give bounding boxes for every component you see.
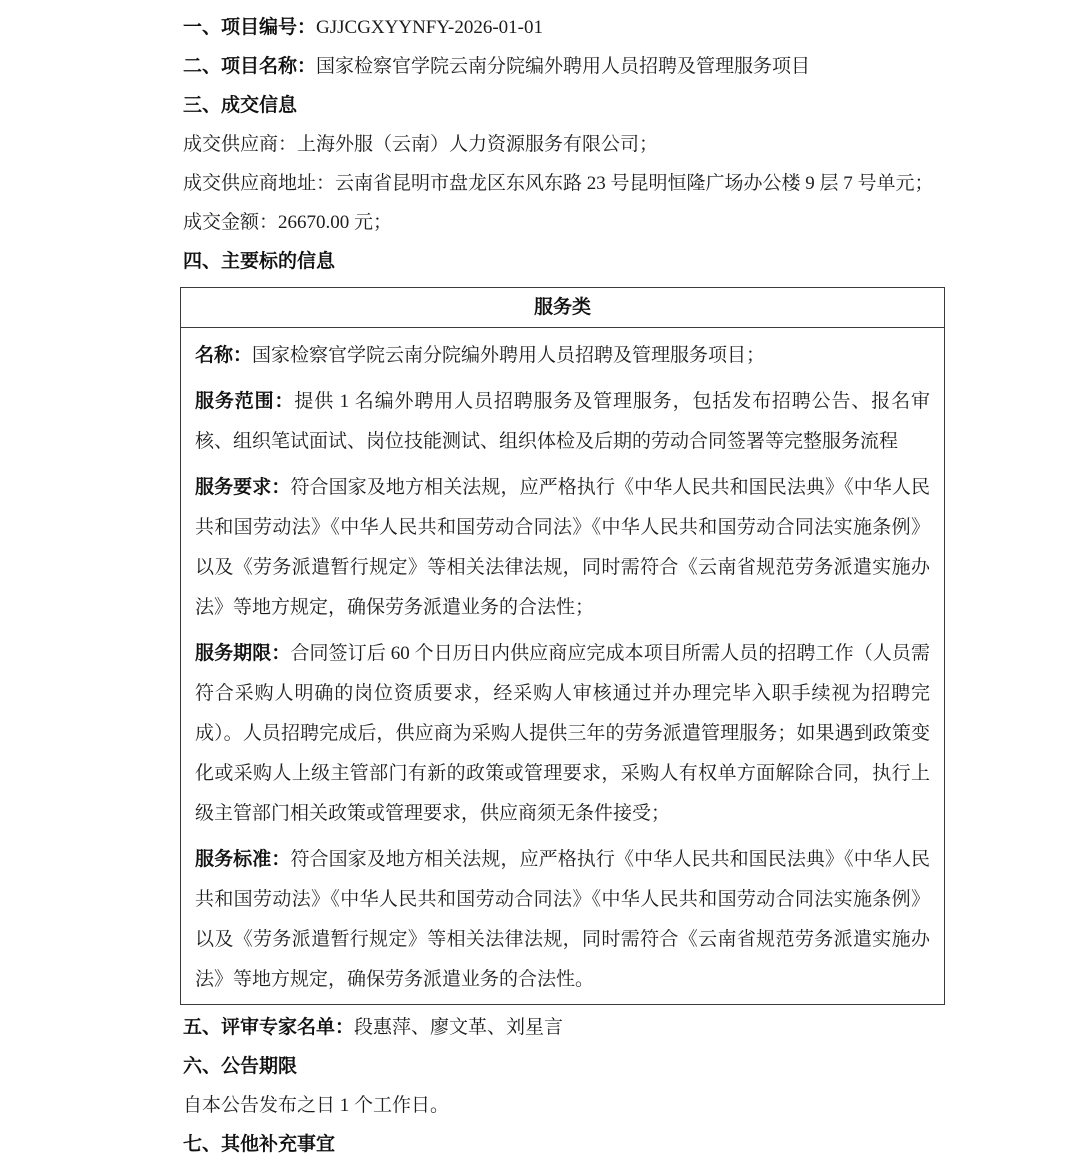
award-supplier-line: 成交供应商：上海外服（云南）人力资源服务有限公司；: [183, 134, 659, 155]
award-supplier-address-line: 成交供应商地址：云南省昆明市盘龙区东风东路 23 号昆明恒隆广场办公楼 9 层 7 号单元；: [183, 173, 934, 194]
announcement-content: [180, 14, 946, 1170]
project-name-value: 国家检察官学院云南分院编外聘用人员招聘及管理服务项目: [316, 56, 811, 77]
project-name-line: [180, 53, 946, 81]
service-scope-label: 服务范围：: [195, 391, 295, 412]
expert-list-line: [180, 1014, 946, 1042]
project-number-label: 一、项目编号：: [183, 17, 317, 38]
service-scope-text: 提供 1 名编外聘用人员招聘服务及管理服务，包括发布招聘公告、报名审核、组织笔试面试、岗位技能测试、组织体检及后期的劳动合同签署等完整服务流程: [195, 391, 930, 452]
service-period-para: [195, 634, 930, 834]
award-info-heading: 三、成交信息: [183, 95, 298, 116]
service-requirements-para: [195, 468, 930, 628]
expert-list-value: 段惠萍、廖文革、刘星言: [354, 1017, 564, 1038]
service-table-body: [181, 328, 944, 1004]
service-table-header: 服务类: [181, 288, 944, 328]
service-name-label: 名称：: [195, 345, 253, 366]
service-name-para: [195, 336, 930, 376]
award-amount-line: 成交金额：26670.00 元；: [183, 212, 393, 233]
main-subject-heading: 四、主要标的信息: [183, 251, 336, 272]
service-period-label: 服务期限：: [195, 643, 291, 664]
announcement-period-heading: 六、公告期限: [183, 1056, 298, 1077]
service-requirements-label: 服务要求：: [195, 477, 291, 498]
announcement-period-value: 自本公告发布之日 1 个工作日。: [183, 1095, 450, 1116]
project-name-label: 二、项目名称：: [183, 56, 317, 77]
project-number-line: [180, 14, 946, 42]
project-number-value: GJJCGXYYNFY-2026-01-01: [316, 17, 543, 38]
other-matters-heading: 七、其他补充事宜: [183, 1134, 336, 1155]
service-standard-para: [195, 840, 930, 1000]
service-standard-text: 符合国家及地方相关法规，应严格执行《中华人民共和国民法典》《中华人民共和国劳动法》《中华人民共和国劳动合同法》《中华人民共和国劳动合同法实施条例》以及《劳务派遣暂行规定》等相关法律法规，同时需符合《云南省规范劳务派遣实施办法》等地方规定，确保劳务派遣业务的合法性。: [195, 849, 930, 990]
service-name-text: 国家检察官学院云南分院编外聘用人员招聘及管理服务项目；: [252, 345, 766, 366]
service-period-text: 合同签订后 60 个日历日内供应商应完成本项目所需人员的招聘工作（人员需符合采购人明确的岗位资质要求，经采购人审核通过并办理完毕入职手续视为招聘完成）。人员招聘完成后，供应商为采购人提供三年的劳务派遣管理服务；如果遇到政策变化或采购人上级主管部门有新的政策或管理要求，采购人有权单方面解除合同，执行上级主管部门相关政策或管理要求，供应商须无条件接受；: [195, 643, 930, 824]
expert-list-label: 五、评审专家名单：: [183, 1017, 355, 1038]
service-table: [180, 287, 945, 1005]
service-scope-para: [195, 382, 930, 462]
service-standard-label: 服务标准：: [195, 849, 291, 870]
service-requirements-text: 符合国家及地方相关法规，应严格执行《中华人民共和国民法典》《中华人民共和国劳动法》《中华人民共和国劳动合同法》《中华人民共和国劳动合同法实施条例》以及《劳务派遣暂行规定》等相关法律法规，同时需符合《云南省规范劳务派遣实施办法》等地方规定，确保劳务派遣业务的合法性；: [195, 477, 930, 618]
